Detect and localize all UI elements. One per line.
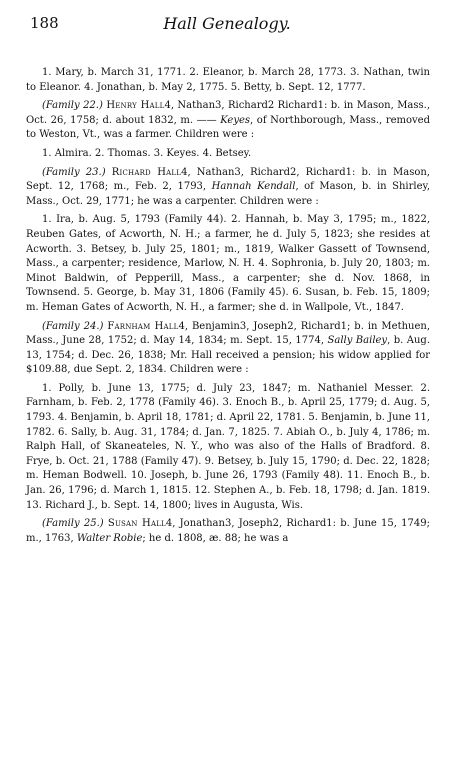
family-number: (Family 24.) xyxy=(42,320,104,332)
page-header xyxy=(26,6,428,36)
person-name: Susan Hall xyxy=(107,518,166,530)
person-name: Farnham Hall xyxy=(107,320,179,332)
running-title: Hall Genealogy. xyxy=(163,14,291,33)
entry-text: , of Northborough, Mass., removed to Weston, Vt., was a farmer. Children were : xyxy=(26,114,430,141)
spouse-name: Sally Bailey xyxy=(327,335,388,347)
spouse-name: Walter Robie xyxy=(76,532,143,544)
person-name: Henry Hall xyxy=(106,100,165,112)
family-entry-23 xyxy=(26,166,430,210)
family-entry-24 xyxy=(26,320,430,378)
person-name: Richard Hall xyxy=(111,166,182,178)
family-entry-25 xyxy=(26,517,430,546)
children-list: 1. Polly, b. June 13, 1775; d. July 23, 1847; m. Nathaniel Messer. 2. Farnham, b. Feb. 2, 1778 (Family 46). 3. Enoch B., b. April 25, 1779; d. Aug. 5, 1793. 4. Benjamin, b. April 18, 1781; d. April 22, 1781. 5. Benjamin, b. June 11, 1782. 6. Sally, b. Aug. 31, 1784; d. Jan. 7, 1825. 7. Abiah O., b. July 4, 1786; m. Ralph Hall, of Skaneateles, N. Y., who was also of the Halls of Bradford. 8. Frye, b. Oct. 21, 1788 (Family 47). 9. Betsey, b. July 15, 1790; d. Dec. 22, 1828; m. Heman Bodwell. 10. Joseph, b. June 26, 1793 (Family 48). 11. Enoch B., b. Jan. 26, 1796; d. March 1, 1815. 12. Stephen A., b. Feb. 18, 1798; d. Jan. 1819. 13. Richard J., b. Sept. 14, 1800; lives in Augusta, Wis. xyxy=(26,382,430,511)
entry-text: 4, Jonathan3, Joseph2, Richard1: b. June 15, 1749; m., 1763, xyxy=(26,518,430,544)
spouse-name: Keyes xyxy=(220,114,251,126)
family-entry-22 xyxy=(26,99,430,143)
children-list-nathan: 1. Mary, b. March 31, 1771. 2. Eleanor, b. March 28, 1773. 3. Nathan, twin to Eleanor. 4. Jonathan, b. May 2, 1775. 5. Betty, b. Sept. 12, 1777. xyxy=(26,67,430,93)
family-number: (Family 23.) xyxy=(42,166,106,178)
entry-text: ; he d. 1808, æ. 88; he was a xyxy=(142,532,289,544)
children-list: 1. Almira. 2. Thomas. 3. Keyes. 4. Betsey. xyxy=(42,147,252,159)
entry-text: , of Mason, b. in Shirley, Mass., Oct. 29, 1771; he was a carpenter. Children were : xyxy=(26,181,431,207)
children-list: 1. Ira, b. Aug. 5, 1793 (Family 44). 2. Hannah, b. May 3, 1795; m., 1822, Reuben Gates, of Acworth, N. H.; a farmer, he d. July 5, 1823; she resides at Acworth. 3. Betsey, b. July 25, 1801; m., 1819, Walker Gassett of Townsend, Mass., a carpenter; residence, Marlow, N. H. 4. Sophronia, b. July 20, 1803; m. Minot Baldwin, of Pepperill, Mass., a carpenter; she d. Nov. 1868, in Townsend. 5. George, b. May 31, 1806 (Family 45). 6. Susan, b. Feb. 15, 1809; m. Heman Gates of Acworth, N. H., a farmer; she d. in Wallpole, Vt., 1847. xyxy=(26,214,430,313)
family-number: (Family 25.) xyxy=(42,518,104,530)
page-number: 188 xyxy=(30,14,59,32)
spouse-name: Hannah Kendall xyxy=(211,181,296,193)
family-number: (Family 22.) xyxy=(42,100,103,112)
entry-text: , b. Aug. 13, 1754; d. Dec. 26, 1838; Mr. Hall received a pension; his widow applied for $109.88, due Sept. 2, 1834. Children were : xyxy=(26,335,431,376)
entry-text: 4, Nathan3, Richard2 Richard1: b. in Mason, Mass., Oct. 26, 1758; d. about 1832, m. —— xyxy=(26,100,431,126)
page-body xyxy=(26,66,430,550)
entry-text: 4, Benjamin3, Joseph2, Richard1; b. in Methuen, Mass., June 28, 1752; d. May 14, 1834; m. Sept. 15, 1774, xyxy=(26,320,430,347)
entry-text: 4, Nathan3, Richard2, Richard1: b. in Mason, Sept. 12, 1768; m., Feb. 2, 1793, xyxy=(26,166,430,193)
